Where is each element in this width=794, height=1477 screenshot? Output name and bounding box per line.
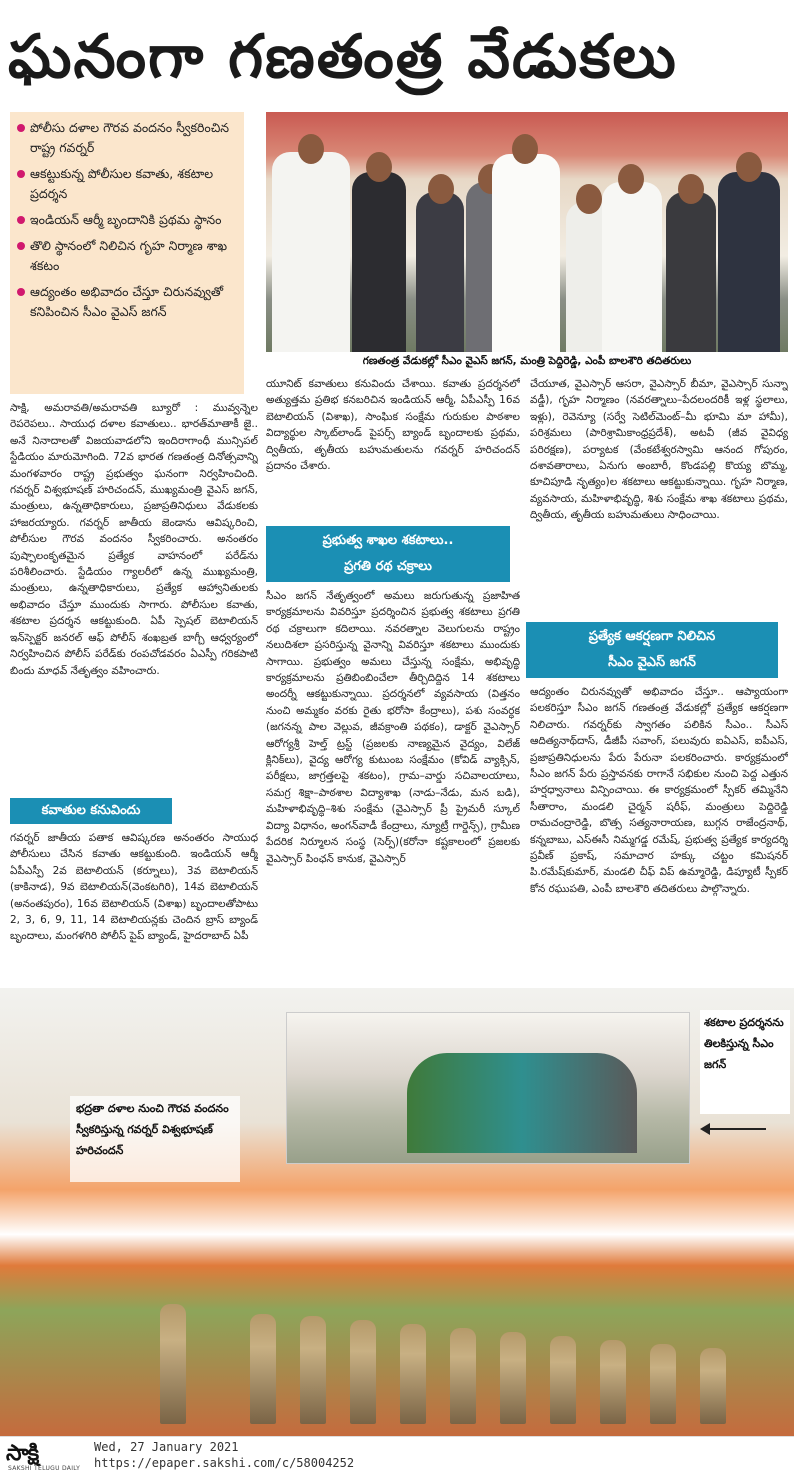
headline: ఘనంగా గణతంత్ర వేడుకలు — [8, 22, 678, 92]
marcher-figure — [650, 1344, 676, 1424]
person-head — [512, 134, 538, 164]
article-column-1 — [10, 400, 258, 790]
photo-caption-top: గణతంత్ర వేడుకల్లో సీఎం వైఎస్‌ జగన్‌, మంత్రి పెద్దిరెడ్డి, ఎంపీ బాలశౌరి తదితరులు — [266, 352, 788, 370]
article-paragraph: ఆద్యంతం చిరునవ్వుతో అభివాదం చేస్తూ.. ఆప్యాయంగా పలకరిస్తూ సీఎం జగన్‌ గణతంత్ర వేడుకల్లో ప్రత్యేక ఆకర్షణగా నిలిచారు. గవర్నర్‌కు స్వాగతం పలికిన సీఎం.. సీఎస్‌ ఆదిత్యనాథ్‌దాస్‌, డీజీపీ సవాంగ్‌, పలువురు ఐఏఎస్‌, ఐపీఎస్‌, ప్రజాప్రతినిధులను పేరు పేరునా పలకరించారు. కార్యక్రమంలో సీఎం జగన్‌ పేరు ప్రస్తావనకు రాగానే సభికుల నుంచి పెద్ద ఎత్తున హర్షధ్వానాలు విన్పించాయి. ఈ కార్యక్రమంలో స్పీకర్‌ తమ్మినేని సీతారాం, మండలి చైర్మన్‌ షరీఫ్‌, మంత్రులు పెద్దిరెడ్డి రామచంద్రారెడ్డి, బొత్స సత్యనారాయణ, బుగ్గన రాజేంద్రనాథ్‌, కన్నబాబు, ఎస్‌ఈసీ నిమ్మగడ్డ రమేష్‌, ప్రభుత్వ ప్రత్యేక కార్యదర్శి ప్రవీణ్‌ ప్రకాష్‌, సమాచార హక్కు చట్టం కమిషనర్‌ పి.రమేష్‌కుమార్‌, మండలి చీఫ్‌ విప్‌ ఉమ్మారెడ్డి, డిప్యూటీ స్పీకర్‌ కోన రఘుపతి, ఎంపీ బాలశౌరి తదితరులు పాల్గొన్నారు. — [530, 686, 788, 895]
dignitaries-photo — [266, 112, 788, 352]
highlight-item: ఇండియన్‌ ఆర్మీ బృందానికి ప్రథమ స్థానం — [16, 210, 238, 230]
epaper-link[interactable]: https://epaper.sakshi.com/c/58004252 — [94, 1456, 355, 1470]
marcher-figure — [250, 1314, 276, 1424]
article-paragraph: సీఎం జగన్‌ నేతృత్వంలో అమలు జరుగుతున్న ప్రజాహిత కార్యక్రమాలను వివరిస్తూ ప్రదర్శించిన ప్రభుత్వ శకటాలు ప్రగతి రథ చక్రాలుగా కదిలాయి. నవరత్నాల వెలుగులను రాష్ట్రం నలుదిశలా ప్రసరిస్తున్న వైనాన్ని వివరిస్తూ శకటాలు ముందుకు సాగాయి. ప్రభుత్వం అమలు చేస్తున్న సంక్షేమ, అభివృద్ధి కార్యక్రమాలను ప్రతిబింబించేలా తీర్చిదిద్దిన 14 శకటాలు అందర్నీ ఆకట్టుకున్నాయి. ప్రదర్శనలో వ్యవసాయ (విత్తనం నుంచి అమ్మకం వరకు రైతు భరోసా కేంద్రాలు), పశు సంవర్ధక (జగనన్న పాల వెల్లువ, జీవక్రాంతి పథకం), డాక్టర్‌ వైఎస్సార్‌ ఆరోగ్యశ్రీ హెల్త్‌ ట్రస్ట్‌ (ప్రజలకు నాణ్యమైన వైద్యం, విలేజ్‌ క్లినిక్‌లు), వైద్య ఆరోగ్య కుటుంబ సంక్షేమం (కోవిడ్‌ వ్యాక్సిన్‌, పరీక్షలు, జాగ్రత్తలపై శకటం), గ్రామ–వార్డు సచివాలయాలు, సమగ్ర శిక్షా–పాఠశాల విద్యాశాఖ (నాడు–నేడు, మన బడి), మహిళాభివృద్ధి–శిశు సంక్షేమ (వైఎస్సార్‌ ప్రీ ప్రైమరీ స్కూల్‌ విద్యా విధానం, అంగన్‌వాడీ కేంద్రాలు, న్యూట్రీ గార్డెన్స్‌), గ్రామీణ పేదరిక నిర్మూలన సంస్థ (సెర్ప్‌)(కరోనా కష్టకాలంలో ప్రజలకు వైఎస్సార్‌ పింఛన్‌ కానుక, వైఎస్సార్‌ — [266, 590, 520, 865]
marcher-figure — [700, 1348, 726, 1424]
highlight-item: పోలీసు దళాల గౌరవ వందనం స్వీకరించిన రాష్ట్ర గవర్నర్‌ — [16, 118, 238, 158]
edition-date: Wed, 27 January 2021 — [94, 1440, 239, 1454]
article-paragraph: సాక్షి, అమరావతి/అమరావతి బ్యూరో : మువ్వన్నెల రెపరెపలు.. సాయుధ దళాల కవాతులు.. భారత్‌మాతాకీ జై.. అనే నినాదాలతో విజయవాడలోని ఇందిరాగాంధీ మున్సిపల్‌ స్టేడియం మారుమోగింది. 72వ భారత గణతంత్ర దినోత్సవాన్ని మంగళవారం రాష్ట్ర ప్రభుత్వం ఘనంగా నిర్వహించింది. గవర్నర్‌ విశ్వభూషణ్‌ హరిచందన్‌, ముఖ్యమంత్రి వైఎస్‌ జగన్‌, మంత్రులు, ఉన్నతాధికారులు, ప్రజాప్రతినిధులు వేడుకలకు హాజరయ్యారు. గవర్నర్‌ జాతీయ జెండాను ఆవిష్కరించి, పోలీసుల గౌరవ వందనం స్వీకరించారు. అనంతరం పుష్పాలంకృతమైన ప్రత్యేక వాహనంలో పరేడ్‌ను పరిశీలించారు. స్టేడియం గ్యాలరీలో ఉన్న ముఖ్యమంత్రి, మంత్రులు, ఉన్నతాధికారులు, ప్రత్యేక ఆహ్వానితులకు అభివాదం చేస్తూ ముందుకు సాగారు. పోలీసుల కవాతు, శకటాల ప్రదర్శన ఆకట్టుకుంది. ఏపీ స్పెషల్‌ బెటాలియన్‌ ఇన్‌స్పెక్టర్‌ జనరల్‌ ఆఫ్‌ పోలీస్‌ శంఖబ్రత బాగ్చీ ఆధ్వర్యంలో నిర్వహించిన పోలీస్‌ పరేడ్‌కు రంపచోడవరం ఏఎస్పీ గరికపాటి బిందు మాధవ్‌ నేతృత్వం వహించారు. — [10, 402, 258, 677]
sakshi-logo — [6, 1441, 86, 1473]
marcher-figure — [300, 1316, 326, 1424]
article-column-1-continued — [10, 830, 258, 980]
person-figure — [718, 172, 780, 352]
marcher-figure — [400, 1324, 426, 1424]
marcher-figure — [450, 1328, 476, 1424]
article-column-2-continued — [266, 588, 520, 980]
highlight-item: తొలి స్థానంలో నిలిచిన గృహ నిర్మాణ శాఖ శకటం — [16, 236, 238, 276]
marcher-figure — [160, 1304, 186, 1424]
person-figure — [352, 172, 406, 352]
person-head — [428, 174, 454, 204]
person-head — [618, 164, 644, 194]
article-paragraph: చేయూత, వైఎస్సార్‌ ఆసరా, వైఎస్సార్‌ బీమా, వైఎస్సార్‌ సున్నా వడ్డీ), గృహ నిర్మాణం (నవరత్నాలు–పేదలందరికీ ఇళ్ల స్థలాలు, ఇళ్లు), రెవెన్యూ (సర్వే సెటిల్‌మెంట్‌–మీ భూమి మా హామీ), పరిశ్రమలు (పారిశ్రామికాంధ్రప్రదేశ్‌), అటవీ (జీవ వైవిధ్య పరిరక్షణ), పర్యాటక (వేంకటేశ్వరస్వామి ఆనంద గోపురం, దశావతారాలు, ఏనుగు అంబారీ, కొండపల్లి కొయ్య బొమ్మ, కూచిపూడి నృత్యం)ల శకటాలు ఆకట్టుకున్నాయి. గృహ నిర్మాణ, వ్యవసాయ, మహిళాభివృద్ధి, శిశు సంక్షేమ శాఖ శకటాలు ప్రథమ, ద్వితీయ, తృతీయ బహుమతులు సాధించాయి. — [530, 378, 788, 522]
article-column-3 — [530, 376, 788, 612]
highlight-item: ఆద్యంతం అభివాదం చేస్తూ చిరునవ్వుతో కనిపించిన సీఎం వైఎస్‌ జగన్‌ — [16, 282, 238, 322]
subheading-line: ప్రగతి రథ చక్రాలు — [344, 559, 432, 574]
person-figure — [492, 154, 560, 352]
subheading-parade: కవాతుల కనువిందు — [10, 798, 172, 824]
highlight-item: ఆకట్టుకున్న పోలీసుల కవాతు, శకటాల ప్రదర్శన — [16, 164, 238, 204]
person-head — [678, 174, 704, 204]
person-head — [576, 184, 602, 214]
article-paragraph: యూనిట్‌ కవాతులు కనువిందు చేశాయి. కవాతు ప్రదర్శనలో అత్యుత్తమ ప్రతిభ కనబరిచిన ఇండియన్‌ ఆర్మీ, ఏపీఎస్పీ 16వ బెటాలియన్‌ (విశాఖ), సాంఘిక సంక్షేమ గురుకుల పాఠశాల విద్యార్థుల స్కాట్‌లాండ్‌ పైపర్స్‌ బ్యాండ్‌ బృందాలకు ప్రథమ, ద్వితీయ, తృతీయ బహుమతులను గవర్నర్‌ హరిచందన్‌ ప్రదానం చేశారు. — [266, 378, 520, 473]
article-column-3-continued — [530, 684, 788, 980]
person-figure — [602, 182, 662, 352]
subheading-line: సీఎం వైఎస్‌ జగన్‌ — [608, 655, 696, 670]
highlights-list — [16, 118, 238, 322]
subheading-cm — [526, 622, 778, 678]
article-column-2 — [266, 376, 520, 520]
marcher-figure — [550, 1336, 576, 1424]
photo-caption-cm: శకటాల ప్రదర్శనను తిలకిస్తున్న సీఎం జగన్‌ — [700, 1010, 790, 1114]
subheading-line: ప్రత్యేక ఆకర్షణగా నిలిచిన — [588, 629, 716, 644]
tableau-inset-photo — [286, 1012, 690, 1164]
marcher-figure — [600, 1340, 626, 1424]
marcher-figure — [500, 1332, 526, 1424]
person-figure — [416, 192, 464, 352]
article-paragraph: గవర్నర్‌ జాతీయ పతాక ఆవిష్కరణ అనంతరం సాయుధ పోలీసులు చేసిన కవాతు ఆకట్టుకుంది. ఇండియన్‌ ఆర్మీ ఏపీఎస్పీ 2వ బెటాలియన్‌ (కర్నూలు), 3వ బెటాలియన్‌ (కాకినాడ), 9వ బెటాలియన్‌(వెంకటగిరి), 14వ బెటాలియన్‌ (అనంతపురం), 16వ బెటాలియన్‌ (విశాఖ) బృందాలతోపాటు 2, 3, 6, 9, 11, 14 బెటాలియన్లకు చెందిన బ్రాస్‌ బ్యాండ్‌ బృందాలు, మంగళగిరి పోలీస్‌ పైప్‌ బ్యాండ్‌, హైదరాబాద్‌ ఏపీ — [10, 832, 258, 943]
highlights-box — [10, 112, 244, 394]
person-head — [366, 152, 392, 182]
subheading-tableaux — [266, 526, 510, 582]
footer-bar — [0, 1436, 794, 1477]
person-head — [736, 152, 762, 182]
tableau-float — [407, 1053, 637, 1153]
logo-subtitle: SAKSHI TELUGU DAILY — [8, 1465, 81, 1472]
pointer-arrow-icon — [702, 1128, 766, 1130]
person-head — [298, 134, 324, 164]
photo-caption-governor: భద్రతా దళాల నుంచి గౌరవ వందనం స్వీకరిస్తున్న గవర్నర్‌ విశ్వభూషణ్‌ హరిచందన్‌ — [70, 1096, 240, 1182]
person-figure — [272, 152, 350, 352]
marcher-figure — [350, 1320, 376, 1424]
subheading-line: ప్రభుత్వ శాఖల శకటాలు.. — [322, 533, 454, 548]
logo-text: సాక్షి — [6, 1441, 39, 1466]
person-figure — [666, 192, 716, 352]
